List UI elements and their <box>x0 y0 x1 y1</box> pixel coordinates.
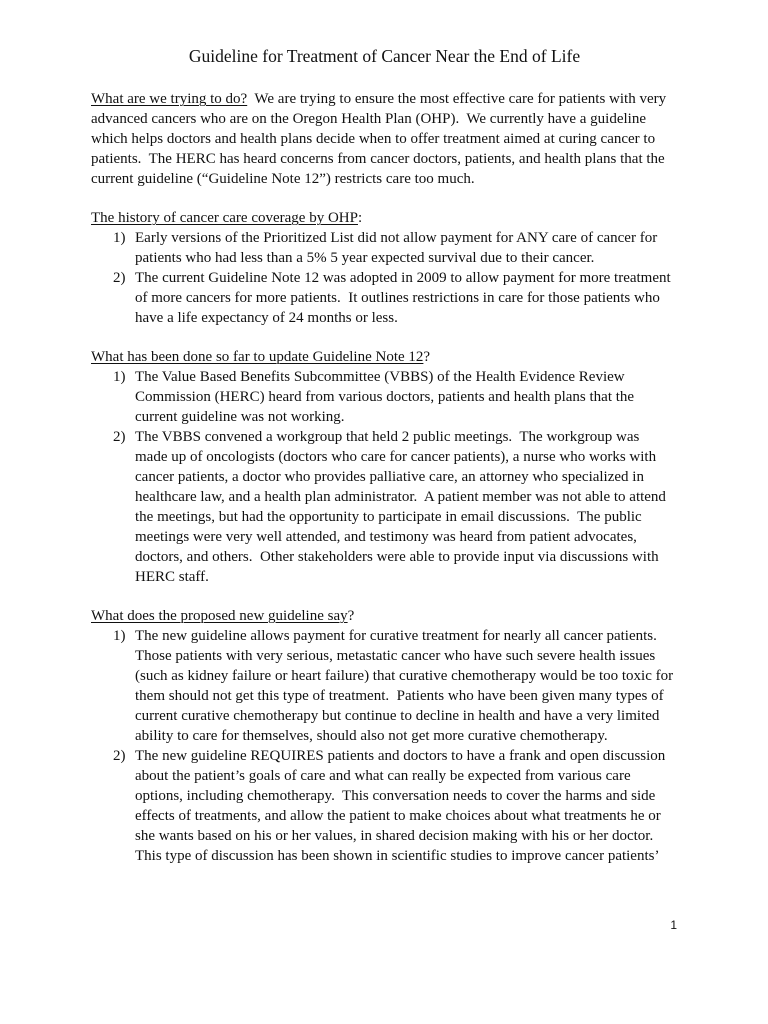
document-body <box>91 45 678 885</box>
section-heading-text: What has been done so far to update Guideline Note 12 <box>91 349 424 365</box>
list-item <box>91 746 678 866</box>
section-heading-punctuation: ? <box>423 349 431 365</box>
numbered-list <box>91 626 678 866</box>
list-item-text: The new guideline REQUIRES patients and doctors to have a frank and open discussion about the patient’s goals of care and what can really be expected from various care options, including chemotherapy. This conversation needs to cover the harms and side effects of treatments, and allow the patient to make choices about what treatments he or she wants based on his or her values, in shared decision making with his or her doctor. This type of discussion has been shown in scientific studies to improve cancer patients’ <box>135 748 666 864</box>
list-item <box>91 268 678 328</box>
section-heading-text: The history of cancer care coverage by OHP <box>91 210 358 226</box>
list-item-number: 2) <box>113 748 126 764</box>
list-item-number: 1) <box>113 369 126 385</box>
list-item-number: 1) <box>113 628 126 644</box>
list-item-text: The new guideline allows payment for curative treatment for nearly all cancer patients. Those patients with very serious, metastatic cancer who have such severe health issues (such as kidney failure or heart failure) that curative chemotherapy would be too toxic for them should not get this type of treatment. Patients who have been given many types of current curative chemotherapy but continue to decline in health and have a very limited ability to care for themselves, should also not get more curative chemotherapy. <box>135 628 674 744</box>
numbered-list <box>91 228 678 328</box>
section-heading <box>91 347 678 367</box>
list-item <box>91 367 678 427</box>
list-item-number: 1) <box>113 230 126 246</box>
section-update-progress <box>91 347 678 587</box>
section-heading-text: What does the proposed new guideline say <box>91 608 348 624</box>
numbered-list <box>91 367 678 587</box>
section-proposed-guideline <box>91 606 678 866</box>
section-heading-punctuation: ? <box>347 608 355 624</box>
section-coverage-history <box>91 208 678 328</box>
page-number: 1 <box>670 918 677 932</box>
list-item-text: Early versions of the Prioritized List did not allow payment for ANY care of cancer for patients who had less than a 5% 5 year expected survival due to their cancer. <box>135 230 658 266</box>
intro-text: We are trying to ensure the most effective care for patients with very advanced cancers who are on the Oregon Health Plan (OHP). We currently have a guideline which helps doctors and health plans decide when to offer treatment aimed at curing cancer to patients. The HERC has heard concerns from cancer doctors, patients, and health plans that the current guideline (“Guideline Note 12”) restricts care too much. <box>91 91 667 187</box>
list-item-text: The VBBS convened a workgroup that held 2 public meetings. The workgroup was made up of oncologists (doctors who care for cancer patients), a nurse who works with cancer patients, a doctor who provides palliative care, an attorney who specialized in healthcare law, and a health plan administrator. A patient member was not able to attend the meetings, but had the opportunity to participate in email discussions. The public meetings were very well attended, and testimony was heard from patient advocates, doctors, and others. Other stakeholders were able to provide input via discussions with HERC staff. <box>135 429 666 585</box>
list-item-number: 2) <box>113 429 126 445</box>
section-heading <box>91 208 678 228</box>
intro-heading: What are we trying to do? <box>91 91 248 107</box>
intro-paragraph <box>91 89 678 189</box>
list-item-number: 2) <box>113 270 126 286</box>
list-item <box>91 228 678 268</box>
list-item-text: The current Guideline Note 12 was adopted in 2009 to allow payment for more treatment of more cancers for more patients. It outlines restrictions in care for those patients who have a life expectancy of 24 months or less. <box>135 270 671 326</box>
section-heading <box>91 606 678 626</box>
list-item-text: The Value Based Benefits Subcommittee (VBBS) of the Health Evidence Review Commission (HERC) heard from various doctors, patients and health plans that the current guideline was not working. <box>135 369 635 425</box>
document-title: Guideline for Treatment of Cancer Near the End of Life <box>188 46 581 66</box>
list-item <box>91 626 678 746</box>
section-heading-punctuation: : <box>357 210 363 226</box>
list-item <box>91 427 678 587</box>
